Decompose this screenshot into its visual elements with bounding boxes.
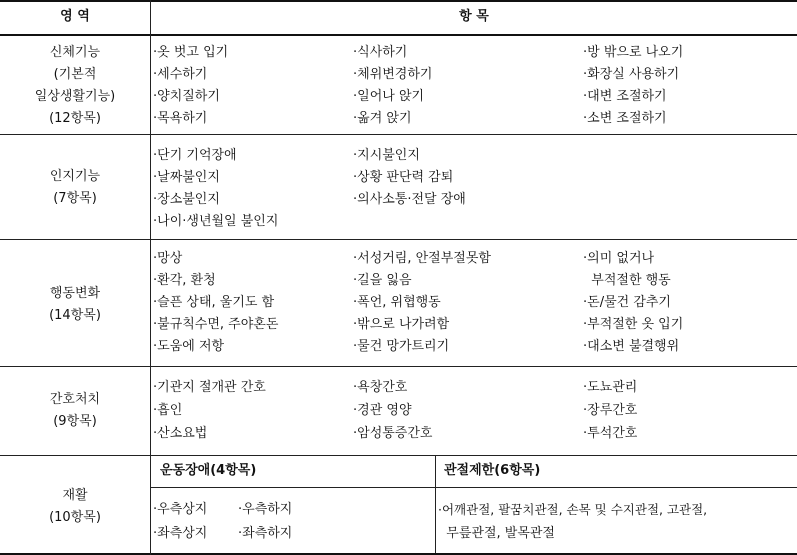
list-item: ·암성통증간호 [353, 426, 433, 441]
area-label: 신체기능 [49, 45, 101, 60]
list-item: 부적절한 행동 [583, 273, 671, 288]
list-item: ·옮겨 앉기 [353, 111, 412, 126]
list-item: ·불규칙수면, 주야혼돈 [153, 317, 279, 332]
area-label: 일상생활기능) [34, 89, 116, 104]
list-item: ·장소불인지 [153, 192, 220, 207]
list-item: ·기관지 절개관 간호 [153, 380, 266, 395]
list-item: ·슬픈 상태, 울기도 함 [153, 295, 275, 310]
area-label: (기본적 [53, 67, 97, 82]
list-item: ·경관 영양 [353, 403, 412, 418]
area-label: (14항목) [49, 308, 101, 323]
area-label: 인지기능 [49, 169, 101, 184]
header-area: 영 역 [60, 9, 90, 24]
list-item: ·물건 망가트리기 [353, 339, 450, 354]
list-item: ·폭언, 위협행동 [353, 295, 441, 310]
list-item: ·길을 잃음 [353, 273, 412, 288]
list-item: ·의사소통·전달 장애 [353, 192, 466, 207]
list-item: ·날짜불인지 [153, 170, 220, 185]
list-item: ·망상 [153, 251, 183, 266]
list-item: ·화장실 사용하기 [583, 67, 680, 82]
list-item: ·투석간호 [583, 426, 638, 441]
list-item: ·밖으로 나가려함 [353, 317, 450, 332]
list-item: ·장루간호 [583, 403, 638, 418]
rehab-motor-title: 운동장애(4항목) [160, 463, 257, 478]
area-label: (12항목) [49, 111, 101, 126]
list-item: ·산소요법 [153, 426, 208, 441]
list-item: ·도뇨관리 [583, 380, 638, 395]
list-item: ·세수하기 [153, 67, 208, 82]
list-item: ·서성거림, 안절부절못함 [353, 251, 491, 266]
list-item: ·체위변경하기 [353, 67, 433, 82]
list-item: ·욕창간호 [353, 380, 408, 395]
list-item: ·일어나 앉기 [353, 89, 425, 104]
list-item: ·환각, 환청 [153, 273, 216, 288]
list-item: 무릎관절, 발목관절 [438, 526, 555, 541]
area-label: 행동변화 [49, 286, 101, 301]
list-item: ·옷 벗고 입기 [153, 45, 229, 60]
area-label: (10항목) [49, 510, 101, 525]
list-item: ·방 밖으로 나오기 [583, 45, 684, 60]
list-item: ·의미 없거나 [583, 251, 655, 266]
list-item: ·우측상지 [153, 502, 208, 517]
area-label: 재활 [62, 488, 88, 503]
rehab-joint-title: 관절제한(6항목) [444, 463, 541, 478]
header-items: 항 목 [459, 9, 489, 24]
area-label: (7항목) [53, 191, 97, 206]
list-item: ·좌측하지 [238, 526, 293, 541]
area-label: (9항목) [53, 414, 97, 429]
list-item: ·대변 조절하기 [583, 89, 667, 104]
list-item: ·좌측상지 [153, 526, 208, 541]
list-item: ·목욕하기 [153, 111, 208, 126]
list-item: ·부적절한 옷 입기 [583, 317, 684, 332]
list-item: ·소변 조절하기 [583, 111, 667, 126]
list-item: ·단기 기억장애 [153, 148, 237, 163]
list-item: ·상황 판단력 감퇴 [353, 170, 454, 185]
list-item: ·나이·생년월일 불인지 [153, 214, 279, 229]
list-item: ·어깨관절, 팔꿈치관절, 손목 및 수지관절, 고관절, [438, 502, 708, 517]
list-item: ·흡인 [153, 403, 183, 418]
list-item: ·양치질하기 [153, 89, 220, 104]
list-item: ·도움에 저항 [153, 339, 225, 354]
area-label: 간호처치 [49, 392, 101, 407]
list-item: ·지시불인지 [353, 148, 420, 163]
list-item: ·대소변 불결행위 [583, 339, 680, 354]
list-item: ·돈/물건 감추기 [583, 295, 671, 310]
list-item: ·식사하기 [353, 45, 408, 60]
list-item: ·우측하지 [238, 502, 293, 517]
